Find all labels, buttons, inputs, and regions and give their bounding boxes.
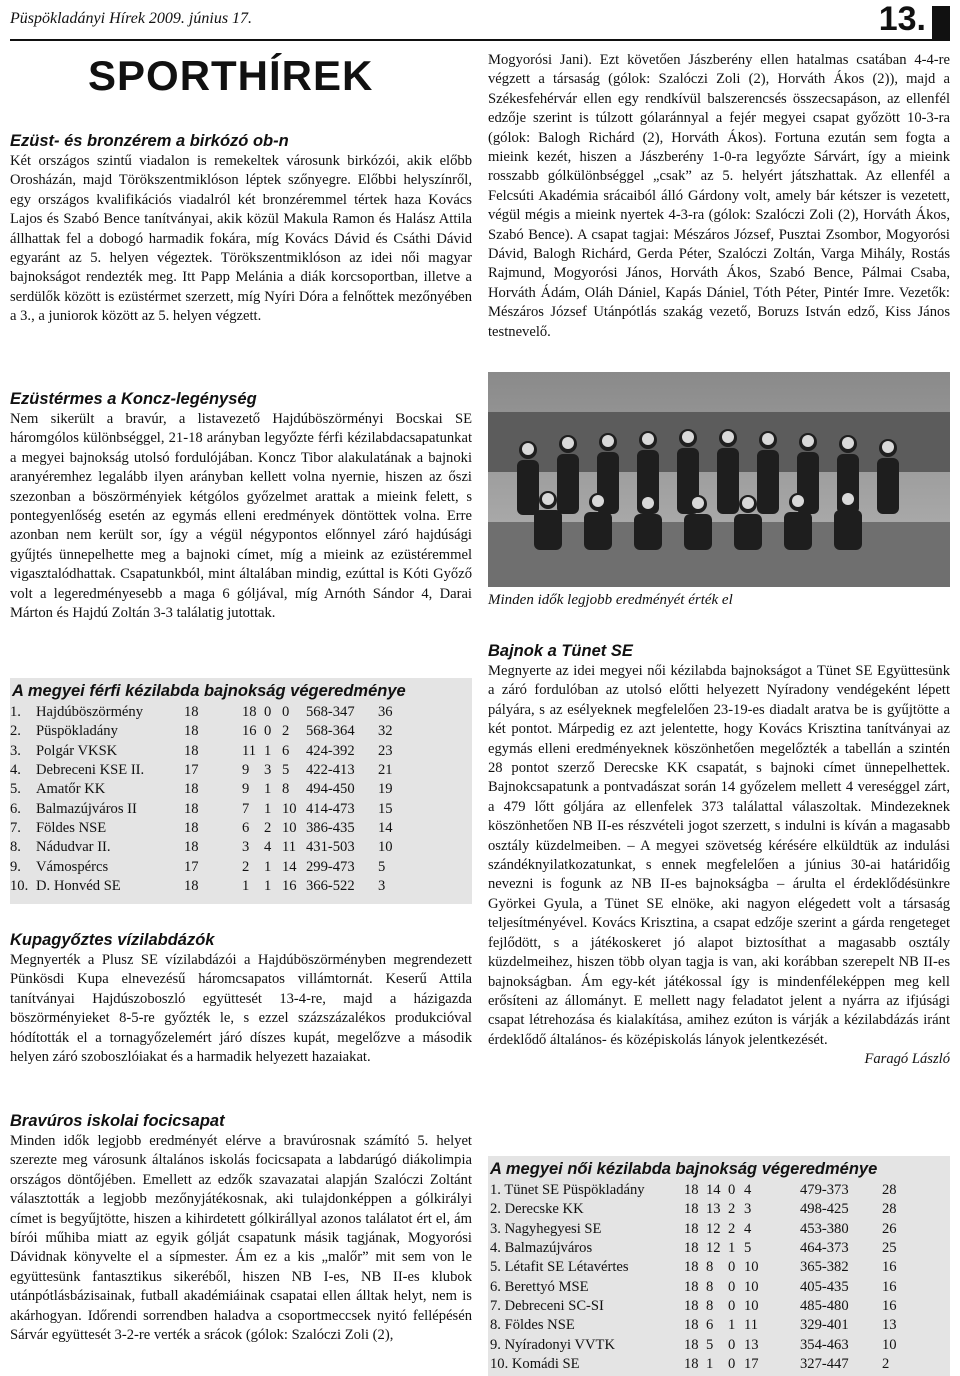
table-cell: Nádudvar II. [36, 839, 111, 856]
table-cell: 32 [378, 723, 393, 740]
table-cell: Földes NSE [36, 819, 107, 836]
table-cell: 6 [282, 742, 290, 759]
table-cell: Amatőr KK [36, 781, 106, 798]
table-cell: 18 [184, 781, 199, 798]
photo-caption: Minden idők legjobb eredményét érték el [488, 592, 733, 608]
table-cell: 568-364 [306, 723, 355, 740]
table-cell: 4. [10, 762, 21, 779]
table-cell: 405-435 [800, 1278, 849, 1295]
page-number-block [932, 6, 950, 40]
table-cell: 498-425 [800, 1201, 849, 1218]
table-cell: 18 [684, 1201, 699, 1218]
table-cell: 0 [728, 1297, 736, 1314]
table-cell: 28 [882, 1201, 897, 1218]
article-birkozo [10, 130, 472, 327]
table-cell: 0 [264, 704, 272, 721]
table-row [490, 1239, 908, 1258]
table-cell: 9. Nyíradonyi VVTK [490, 1336, 615, 1353]
table-cell: 18 [684, 1317, 699, 1334]
table-cell: 1 [728, 1317, 736, 1334]
table-cell: 10 [378, 839, 393, 856]
table-cell: 18 [242, 704, 257, 721]
table-cell: 14 [706, 1182, 721, 1199]
table-cell: 16 [882, 1278, 897, 1295]
article-tunet [488, 640, 950, 1070]
table-cell: 485-480 [800, 1297, 849, 1314]
table-row [10, 703, 408, 722]
table-cell: 8 [706, 1259, 714, 1276]
table-row [490, 1181, 908, 1200]
table-cell: 2 [882, 1355, 890, 1372]
table-cell: 12 [706, 1240, 721, 1257]
men-standings [10, 678, 472, 904]
table-cell: 10. Komádi SE [490, 1355, 580, 1372]
table-cell: 23 [378, 742, 393, 759]
article-foci-continued [488, 51, 950, 342]
table-cell: 0 [728, 1182, 736, 1199]
table-cell: 16 [282, 877, 297, 894]
table-cell: 6. [10, 800, 21, 817]
table-cell: 16 [882, 1297, 897, 1314]
article-body: Mogyorósi Jani). Ezt követően Jászberény ellen hatalmas csatában 4-4-re végzett a társaság (gólok: Szalóczi Zoli (2), Horváth Ákos (2)), majd a Székesfehérvár ellen egy rendkívül balszerencsés összecsapáson, az ellenfél edzője szerint is túlzott gólaránnyal a fejér megyei csapat győzött 10-3-ra (gólok: Balogh Richárd (2), Horváth Ákos). Fortuna ezután sem fogta a mieink kezét, hiszen a Jászberény 1-0-ra legyőzte Sárvárt, így a mieink rosszabb gólkülönbséggel „csak” az 5. helyért játszhattak. Az ellenfél a Felcsúti Akadémia srácaiból álló Gárdony volt, amely bár kétszer is vezetett, végül mégis a mieink nyertek 4-3-ra (gólok: Szalóczi Zoli (2), Horváth Ákos, Szabó Bence). A csapat tagjai: Mészáros József, Pusztai Zsombor, Mogyorósi Dávid, Balogh Richárd, Gerda Péter, Szalóczi Zoltán, Varga Mihály, Rostás Rajmund, Mogyorósi János, Horváth Ákos, Szabó Bence, Pálmai Csaba, Horváth Ádám, Oláh Dániel, Kapás Dániel, Tóth Péter, Pintér Imre. Vezetők: Mészáros József Utánpótlás szakág vezető, Boruzs István edző, Kiss János testnevelő. [488, 52, 950, 340]
table-cell: 11 [282, 839, 297, 856]
table-cell: 14 [282, 858, 297, 875]
article-body: Két országos szintű viadalon is remekeltek városunk birkózói, akik előbb Orosházán, majd Törökszentmiklóson léptek szőnyegre. Előbbi helyszínről, egy országos kvalifikációs viadalról két bronzéremmel tértek haza Kovács Lajos és Szabó Bence tanítványai, akik közül Makula Ramon és Halász Attila állhattak fel a dobogó harmadik fokára, míg Kovács Dávid és Csáthi Dávid egyaránt az 5. helyen végeztek. Törökszentmiklóson az idei női magyar bajnokságot rendezték meg. Itt Papp Melánia a diák korcsoportban, illetve a serdülők között is ezüstérmet szerzett, míg Nyíri Dóra a felnőttek mezőnyében a 3., a juniorok között az 5. helyen végzett. [10, 153, 472, 325]
table-cell: Hajdúböszörmény [36, 704, 143, 721]
table-cell: 464-373 [800, 1240, 849, 1257]
table-cell: Püspökladány [36, 723, 118, 740]
table-cell: 18 [184, 723, 199, 740]
table-cell: 0 [264, 723, 272, 740]
table-cell: 2 [728, 1201, 736, 1218]
table-cell: 15 [378, 800, 393, 817]
article-title: Bravúros iskolai focicsapat [10, 1112, 225, 1130]
table-cell: 9. [10, 858, 21, 875]
table-cell: 4. Balmazújváros [490, 1240, 593, 1257]
table-row [490, 1316, 908, 1335]
standings-table [10, 703, 408, 896]
table-cell: 13 [744, 1336, 759, 1353]
table-cell: 9 [242, 781, 250, 798]
table-cell: 25 [882, 1240, 897, 1257]
table-cell: 18 [684, 1220, 699, 1237]
table-cell: 5 [706, 1336, 714, 1353]
table-title: A megyei női kézilabda bajnokság végeredménye [490, 1160, 878, 1178]
table-row [10, 799, 408, 818]
table-cell: 329-401 [800, 1317, 849, 1334]
article-body: Megnyerték a Plusz SE vízilabdázói a Hajdúböszörményben megrendezett Pünkösdi Kupa elnevezésű háromcsapatos villámtornát. Keserű Attila tanítványai Hajdúszoboszló együttesét 13-4-re, majd a házigazda böszörményieket 8-5-re győzték le, s ezzel százszázalékos produkcióval hódították el a tornagyőzelemért járó díszes kupát, megelőzve a második helyen záró szoboszlóiakat és a harmadik helyezett hazaiakat. [10, 952, 472, 1066]
table-cell: 13 [882, 1317, 897, 1334]
table-cell: 453-380 [800, 1220, 849, 1237]
table-cell: 18 [684, 1355, 699, 1372]
table-cell: 7 [242, 800, 250, 817]
article-foci [10, 1110, 472, 1345]
table-cell: 2 [728, 1220, 736, 1237]
table-cell: 10. [10, 877, 29, 894]
table-cell: 431-503 [306, 839, 355, 856]
table-cell: 2 [282, 723, 290, 740]
article-body: Minden idők legjobb eredményét elérve a bravúrosnak számító 5. helyet szerezte meg városunk általános iskolás focicsapata a labdarúgó diákolimpia országos döntőjében. Emellett az edzők szavazatai alapján Szalóczi Zoltánt választották a legjobb mezőnyjátékosnak, aki tulajdonképpen a gólkirályi címet is begyűjtötte, hiszen a kihirdetett gólkirállyal azonos találatot ért el, ám bírói műhiba miatt az egyik gólját csapatunk másik tagjának, Mogyorósi Dávidnak könyvelte el a sípmester. Ám ez a kis „malőr” mit sem von le együttesünk fantasztikus sikeréből, hiszen NB I-es, NB II-es klubok utánpótlásbázisainak, futball akadémiáinak csapatai ellen álltak helyt, nem is akárhogyan. Időrendi sorrendben haladva a csoportmeccsek nyitó fellépésén Sárvár együttesét 3-2-re verték a srácok (gólok: Szalóczi Zoli (2), [10, 1133, 472, 1344]
table-cell: 2 [242, 858, 250, 875]
table-cell: 1. Tünet SE Püspökladány [490, 1182, 645, 1199]
table-row [10, 761, 408, 780]
table-cell: 386-435 [306, 819, 355, 836]
table-cell: 327-447 [800, 1355, 849, 1372]
table-cell: 17 [184, 858, 199, 875]
table-cell: Balmazújváros II [36, 800, 137, 817]
table-cell: 3 [242, 839, 250, 856]
table-cell: 479-373 [800, 1182, 849, 1199]
team-photo-image [488, 372, 950, 587]
table-cell: 18 [684, 1278, 699, 1295]
table-cell: 8 [282, 781, 290, 798]
article-title: Bajnok a Tünet SE [488, 642, 633, 660]
table-cell: 18 [684, 1336, 699, 1353]
table-cell: 568-347 [306, 704, 355, 721]
table-row [10, 838, 408, 857]
table-cell: 18 [184, 800, 199, 817]
table-cell: 3 [378, 877, 386, 894]
table-cell: 8 [706, 1278, 714, 1295]
table-cell: 4 [744, 1220, 752, 1237]
table-row [10, 780, 408, 799]
table-cell: 422-413 [306, 762, 355, 779]
table-cell: 10 [744, 1278, 759, 1295]
table-cell: 13 [706, 1201, 721, 1218]
table-cell: 18 [184, 704, 199, 721]
table-cell: 10 [882, 1336, 897, 1353]
table-cell: 1 [264, 781, 272, 798]
article-title: Kupagyőztes vízilabdázók [10, 931, 215, 949]
table-cell: 10 [282, 800, 297, 817]
table-cell: 36 [378, 704, 393, 721]
table-cell: 10 [744, 1259, 759, 1276]
table-cell: 14 [378, 819, 393, 836]
table-cell: 11 [242, 742, 257, 759]
table-row [10, 742, 408, 761]
table-cell: 0 [728, 1355, 736, 1372]
table-cell: 8 [706, 1297, 714, 1314]
section-title: SPORTHÍREK [88, 52, 374, 99]
article-author: Faragó László [864, 1051, 950, 1068]
table-cell: Debreceni KSE II. [36, 762, 145, 779]
table-cell: 18 [684, 1182, 699, 1199]
table-cell: 8. [10, 839, 21, 856]
article-body: Megnyerte az idei megyei női kézilabda bajnokságot a Tünet SE Együttesünk a záró fordulóban az utolsó előtti helyezett Nyíradony vendégeként lépett pályára, s az esélyeknek megfelelően 23-19-es diadalt aratva be is gyűjtötte a két pontot. Márpedig ez azt jelentette, hogy Kovács Krisztina tanítványai az egymás elleni eredményeknek köszönhetően megelőzték a tabellán a szintén 28 pontot szerző Derecske KK csapatát, s bajnoki címet ünnepelhettek. Bajnokcsapatunk a pontvadászat során 14 győzelem mellett 4 vereséggel zárt, a 479 lőtt góljára az ellenfelek 373 találattal válaszoltak. Mindezeknek köszönhetően NB II-es részvételi jogot szerzett, s indulni is kíván a magasabb osztály küzdelmeiben. – A megyei szövetség kérésére elküldtük az indulási szándéknyilatkozatunkat, s ennek megfelelően a június 30-ai határidőig nevezni is fogunk az NB II-es bajnokságba – árulta el érdeklődésünkre Györkei Gyula, a Tünet SE elnöke, aki nagyon elégedett volt a társaság teljesítményével. Kovács Krisztina, a csapat edzője szerint a gárda rengeteget fejlődött, s a játékoskeret jó alapot biztosíthat a magasabb osztály küzdelmeihez, hiszen több olyan tagja is van, aki korábban szerepelt NB II-es bajnokságban. Ám egy-két játékossal így is mindenféleképpen meg kell erősíteni az állományt. E mellett nagy feladatot jelent a nyárra az ifjúsági csapat létrehozása és kialakítása, amihez ezúton is várják a kézilabdázás iránt érdeklődő általános- és középiskolás lányok jelentkezését. [488, 663, 950, 1048]
table-cell: 5 [282, 762, 290, 779]
table-cell: 9 [242, 762, 250, 779]
table-cell: 21 [378, 762, 393, 779]
table-cell: 5 [378, 858, 386, 875]
table-cell: 3. Nagyhegyesi SE [490, 1220, 602, 1237]
table-row [490, 1335, 908, 1354]
table-cell: 18 [684, 1259, 699, 1276]
table-cell: 6 [706, 1317, 714, 1334]
article-title: Ezüstérmes a Koncz-legénység [10, 390, 257, 408]
table-cell: 17 [184, 762, 199, 779]
table-cell: 6 [242, 819, 250, 836]
page-number: 13. [878, 0, 926, 38]
table-cell: Polgár VKSK [36, 742, 118, 759]
article-koncz [10, 388, 472, 623]
table-cell: 2. Derecske KK [490, 1201, 584, 1218]
table-cell: 1 [264, 877, 272, 894]
table-cell: 28 [882, 1182, 897, 1199]
table-row [490, 1258, 908, 1277]
table-cell: 1 [728, 1240, 736, 1257]
table-cell: 3 [744, 1201, 752, 1218]
table-cell: 0 [728, 1259, 736, 1276]
table-row [490, 1277, 908, 1296]
table-cell: 424-392 [306, 742, 355, 759]
table-cell: 26 [882, 1220, 897, 1237]
table-cell: 5. Létafit SE Létavértes [490, 1259, 629, 1276]
table-cell: D. Honvéd SE [36, 877, 121, 894]
table-cell: 10 [744, 1297, 759, 1314]
table-cell: 10 [282, 819, 297, 836]
table-cell: 18 [684, 1297, 699, 1314]
table-row [10, 857, 408, 876]
table-cell: 354-463 [800, 1336, 849, 1353]
table-row [490, 1200, 908, 1219]
table-row [10, 722, 408, 741]
table-cell: 16 [882, 1259, 897, 1276]
table-cell: 2. [10, 723, 21, 740]
table-cell: 7. Debreceni SC-SI [490, 1297, 604, 1314]
table-cell: 7. [10, 819, 21, 836]
table-cell: 1 [264, 858, 272, 875]
table-cell: Vámospércs [36, 858, 109, 875]
table-cell: 11 [744, 1317, 759, 1334]
table-cell: 3. [10, 742, 21, 759]
table-row [10, 819, 408, 838]
table-cell: 4 [744, 1182, 752, 1199]
table-row [490, 1355, 908, 1374]
table-cell: 8. Földes NSE [490, 1317, 575, 1334]
table-row [490, 1297, 908, 1316]
table-cell: 5 [744, 1240, 752, 1257]
issue-header: Püspökladányi Hírek 2009. június 17. [10, 10, 253, 27]
table-cell: 494-450 [306, 781, 355, 798]
article-vizilabda [10, 929, 472, 1067]
table-cell: 0 [282, 704, 290, 721]
table-cell: 0 [728, 1336, 736, 1353]
table-cell: 366-522 [306, 877, 355, 894]
women-standings [488, 1156, 950, 1376]
table-cell: 3 [264, 762, 272, 779]
table-cell: 18 [184, 742, 199, 759]
table-row [490, 1220, 908, 1239]
table-cell: 4 [264, 839, 272, 856]
table-cell: 6. Berettyó MSE [490, 1278, 589, 1295]
table-cell: 19 [378, 781, 393, 798]
table-cell: 299-473 [306, 858, 355, 875]
team-photo [488, 372, 950, 587]
table-cell: 414-473 [306, 800, 355, 817]
table-cell: 2 [264, 819, 272, 836]
table-cell: 1 [264, 742, 272, 759]
header-rule [10, 39, 950, 41]
table-cell: 1 [264, 800, 272, 817]
table-cell: 17 [744, 1355, 759, 1372]
article-title: Ezüst- és bronzérem a birkózó ob-n [10, 132, 289, 150]
table-cell: 18 [184, 819, 199, 836]
table-row [10, 877, 408, 896]
standings-table [490, 1181, 908, 1374]
article-body: Nem sikerült a bravúr, a listavezető Hajdúböszörményi Bocskai SE háromgólos különbséggel, 21-18 arányban legyőzte férfi kézilabdacsapatunkat a megyei bajnokság utolsó fordulójában. Koncz Tibor alakulatának a bajnoki aranyéremhez legalább ilyen arányban kellett volna nyernie, hiszen az őszi szezonban a böszörményiek kétgólos győzelmet arattak a mieink felett, s pontegyenlőség esetén az egymás elleni eredmények döntöttek volna. Erre azonban nem került sor, így a végül négypontos előnnyel záró hajdúsági gyűjtés ünnepelhette meg a bajnoki címet, míg a mieink az ezüstéremmel vigasztalódhattak. Csapatunkból, mint általában mindig, ezúttal is Kóti Győző volt a legeredményesebb a maga 6 góljával, míg Arnóth Sándor 4, Darai Márton és Hajdú Zoltán 3-3 találatig jutottak. [10, 411, 472, 622]
table-cell: 12 [706, 1220, 721, 1237]
table-cell: 5. [10, 781, 21, 798]
table-cell: 16 [242, 723, 257, 740]
table-cell: 18 [684, 1240, 699, 1257]
table-title: A megyei férfi kézilabda bajnokság végeredménye [12, 682, 406, 700]
table-cell: 1 [242, 877, 250, 894]
table-cell: 0 [728, 1278, 736, 1295]
table-cell: 1 [706, 1355, 714, 1372]
table-cell: 18 [184, 839, 199, 856]
table-cell: 365-382 [800, 1259, 849, 1276]
table-cell: 18 [184, 877, 199, 894]
table-cell: 1. [10, 704, 21, 721]
